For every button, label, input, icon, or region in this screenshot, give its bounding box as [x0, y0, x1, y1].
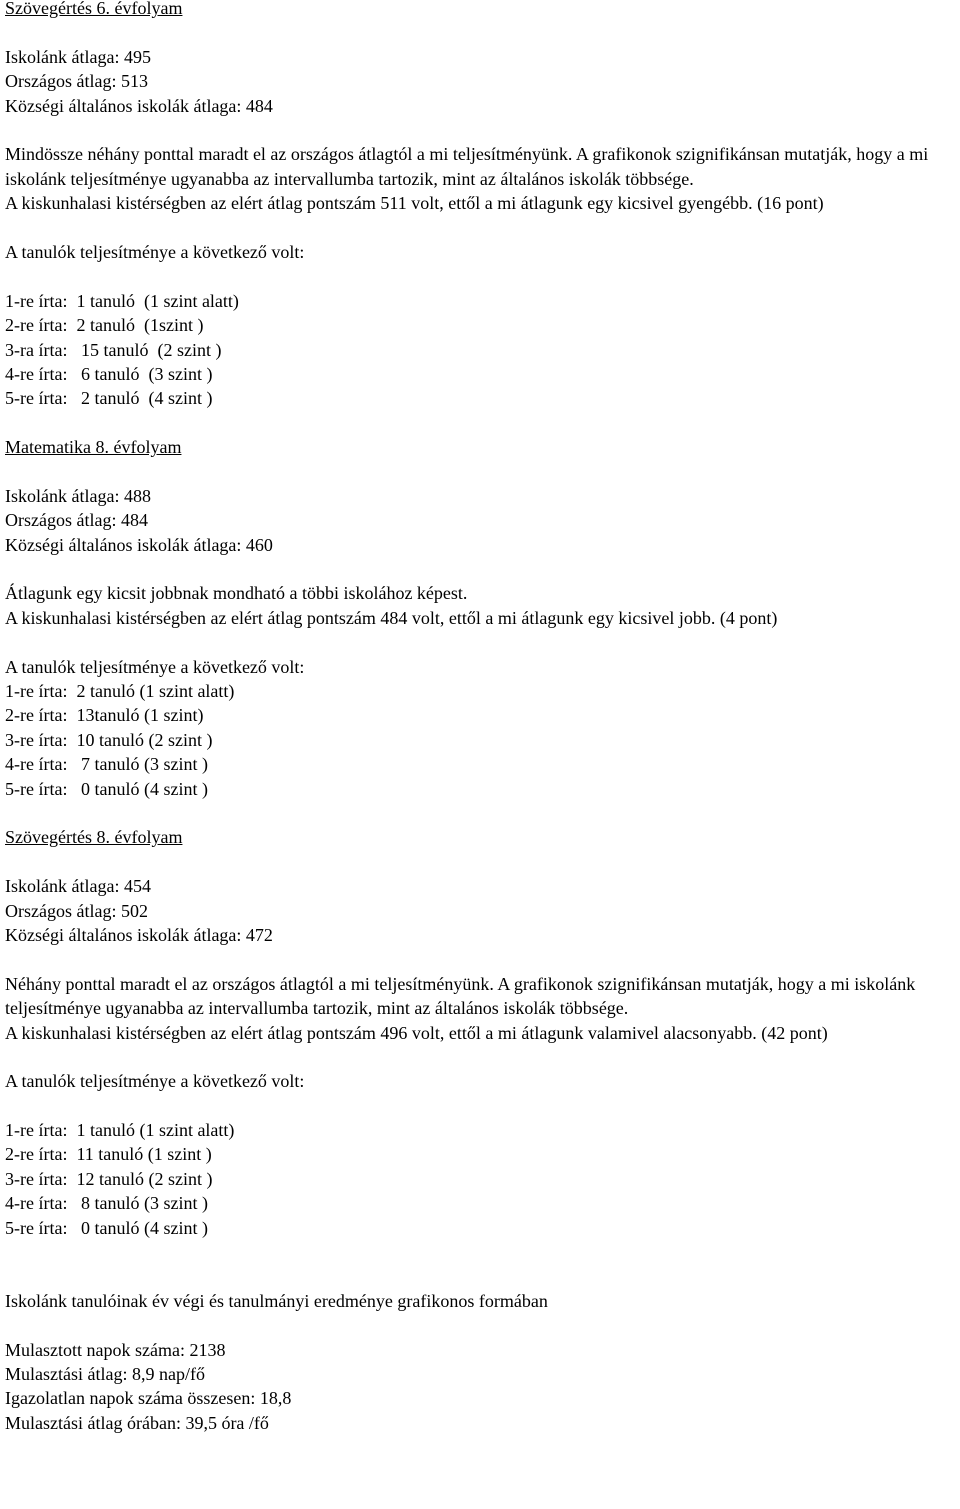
region-comparison-paragraph: A kiskunhalasi kistérségben az elért átlag pontszám 511 volt, ettől a mi átlagunk egy kicsivel gyengébb. (16 pont) [5, 193, 824, 214]
section-heading-szovegertes-6: Szövegértés 6. évfolyam [5, 0, 183, 18]
section-heading-matematika-8: Matematika 8. évfolyam [5, 437, 182, 458]
summary-line-unexcused-days: Igazolatlan napok száma összesen: 18,8 [5, 1388, 292, 1409]
summary-line-absence-average: Mulasztási átlag: 8,9 nap/fő [5, 1364, 205, 1385]
result-line: 1-re írta: 2 tanuló (1 szint alatt) [5, 681, 235, 702]
result-line: 4-re írta: 8 tanuló (3 szint ) [5, 1193, 208, 1214]
result-line: 5-re írta: 0 tanuló (4 szint ) [5, 1217, 208, 1238]
spacer [5, 459, 953, 483]
stat-line-school-average: Iskolánk átlaga: 495 [5, 46, 151, 67]
result-line: 4-re írta: 7 tanuló (3 szint ) [5, 754, 208, 775]
spacer [5, 1094, 953, 1118]
analysis-paragraph: Mindössze néhány ponttal maradt el az országos átlagtól a mi teljesítményünk. A grafikonok szignifikánsan mutatják, hogy a mi iskolánk teljesítménye ugyanabba az intervallumba tartozik, mint az általános iskolák többsége. [5, 144, 929, 189]
section-heading-szovegertes-8: Szövegértés 8. évfolyam [5, 827, 183, 848]
result-line: 3-ra írta: 15 tanuló (2 szint ) [5, 339, 222, 360]
stat-line-village-average: Községi általános iskolák átlaga: 460 [5, 534, 273, 555]
stat-line-village-average: Községi általános iskolák átlaga: 484 [5, 95, 273, 116]
result-line: 1-re írta: 1 tanuló (1 szint alatt) [5, 1120, 235, 1141]
result-line: 4-re írta: 6 tanuló (3 szint ) [5, 363, 213, 384]
result-line: 2-re írta: 2 tanuló (1szint ) [5, 315, 204, 336]
spacer [5, 1240, 953, 1289]
result-line: 1-re írta: 1 tanuló (1 szint alatt) [5, 290, 239, 311]
results-intro: A tanulók teljesítménye a következő volt: [5, 656, 305, 677]
result-line: 5-re írta: 2 tanuló (4 szint ) [5, 388, 213, 409]
stat-line-school-average: Iskolánk átlaga: 488 [5, 485, 151, 506]
spacer [5, 20, 953, 44]
result-line: 2-re írta: 11 tanuló (1 szint ) [5, 1144, 212, 1165]
region-comparison-paragraph: A kiskunhalasi kistérségben az elért átlag pontszám 484 volt, ettől a mi átlagunk egy kicsivel jobb. (4 pont) [5, 607, 778, 628]
region-comparison-paragraph: A kiskunhalasi kistérségben az elért átlag pontszám 496 volt, ettől a mi átlagunk valamivel alacsonyabb. (42 pont) [5, 1022, 828, 1043]
spacer [5, 118, 953, 142]
spacer [5, 947, 953, 971]
result-line: 5-re írta: 0 tanuló (4 szint ) [5, 778, 208, 799]
stat-line-national-average: Országos átlag: 513 [5, 71, 148, 92]
analysis-paragraph: Átlagunk egy kicsit jobbnak mondható a többi iskolához képest. [5, 583, 468, 604]
stat-line-school-average: Iskolánk átlaga: 454 [5, 876, 151, 897]
summary-line-absence-hours: Mulasztási átlag órában: 39,5 óra /fő [5, 1412, 269, 1433]
results-intro: A tanulók teljesítménye a következő volt: [5, 241, 305, 262]
spacer [5, 411, 953, 435]
results-intro: A tanulók teljesítménye a következő volt: [5, 1071, 305, 1092]
summary-title: Iskolánk tanulóinak év végi és tanulmányi eredménye grafikonos formában [5, 1290, 548, 1311]
spacer [5, 216, 953, 240]
document-page [5, 0, 953, 1435]
result-line: 3-re írta: 10 tanuló (2 szint ) [5, 729, 213, 750]
result-line: 3-re írta: 12 tanuló (2 szint ) [5, 1168, 213, 1189]
summary-line-missed-days: Mulasztott napok száma: 2138 [5, 1339, 226, 1360]
spacer [5, 264, 953, 288]
analysis-paragraph: Néhány ponttal maradt el az országos átlagtól a mi teljesítményünk. A grafikonok szignifikánsan mutatják, hogy a mi iskolánk teljesítménye ugyanabba az intervallumba tartozik, mint az általános iskolák többsége. [5, 973, 916, 1019]
spacer [5, 630, 953, 654]
stat-line-national-average: Országos átlag: 484 [5, 510, 148, 531]
spacer [5, 1313, 953, 1337]
spacer [5, 557, 953, 581]
stat-line-national-average: Országos átlag: 502 [5, 900, 148, 921]
result-line: 2-re írta: 13tanuló (1 szint) [5, 705, 204, 726]
spacer [5, 1045, 953, 1069]
spacer [5, 850, 953, 874]
stat-line-village-average: Községi általános iskolák átlaga: 472 [5, 924, 273, 945]
spacer [5, 801, 953, 825]
